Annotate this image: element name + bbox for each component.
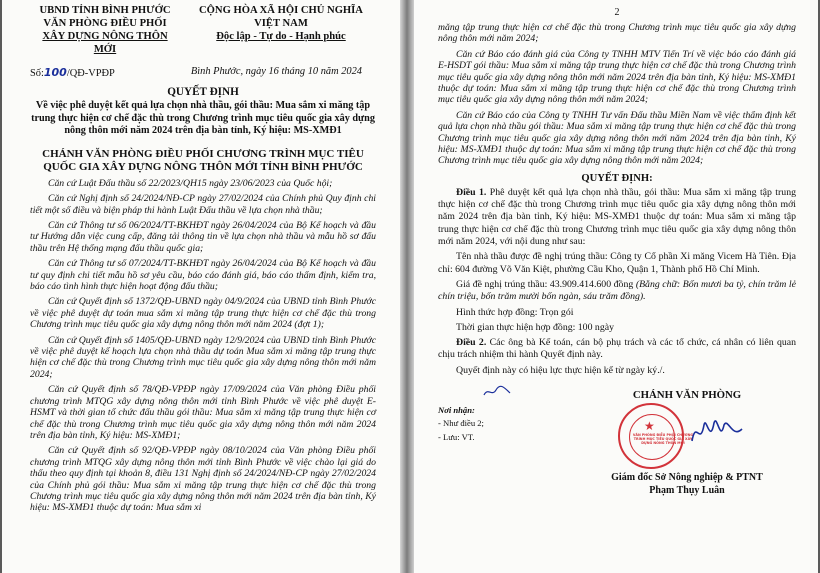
signature-block [578,389,796,497]
document-subject: Về việc phê duyệt kết quả lựa chọn nhà thầu, gói thầu: Mua sắm xi măng tập trung thực hiện cơ chế đặc thù trong Chương trình mục tiêu quốc gia xây dựng nông thôn mới năm 2024 trên địa bàn tỉnh, Ký hiệu: MS-XMĐ1 [31,100,375,137]
recipient-item: - Lưu: VT. [438,432,475,443]
page-number: 2 [614,7,620,18]
handwritten-number: 100 [43,66,67,79]
national-motto: Độc lập - Tự do - Hạnh phúc [216,31,346,42]
star-icon: ★ [644,419,655,434]
office-name: VĂN PHÒNG ĐIỀU PHỐI [43,18,167,29]
document-page-1 [2,0,400,573]
document-page-2 [414,0,818,573]
legal-bases [30,178,376,514]
country-name: CỘNG HÒA XÃ HỘI CHỦ NGHĨA VIỆT NAM [199,5,363,29]
legal-basis: Căn cứ Quyết định số 78/QĐ-VPĐP ngày 17/09/2024 của Văn phòng Điều phối chương trình MTQG xây dựng nông thôn mới tỉnh Bình Phước về việc phê duyệt E-HSMT và thời gian tổ chức đấu thầu gói thầu: Mua sắm xi măng tập trung thực hiện cơ chế đặc thù trong Chương trình mục tiêu quốc gia xây dựng nông thôn mới năm 2024 trên địa bàn tỉnh, Ký hiệu: MS-XMĐ1; [30,384,376,441]
contract-duration: Thời gian thực hiện hợp đồng: 100 ngày [456,321,614,333]
contract-type: Hình thức hợp đồng: Trọn gói [456,306,574,318]
legal-basis: Căn cứ Quyết định số 92/QĐ-VPĐP ngày 08/10/2024 của Văn phòng Điều phối chương trình MTQG xây dựng nông thôn mới tỉnh Bình Phước về việc chào lại giá do thấu theo quy định tại khoản 8, điều 131 Nghị định số 24/2024/NĐ-CP ngày 27/02/2024 của Chính phủ gói thầu: Mua sắm xi măng tập trung thực hiện cơ chế đặc thù trong Chương trình mục tiêu quốc gia xây dựng nông thôn mới năm 2024 trên địa bàn tỉnh, Ký hiệu: MS-XMĐ1 thuộc dự toán: Mua sắm xi [30,445,376,514]
article-2: Điều 2. Các ông bà Kế toán, cán bộ phụ trách và các tổ chức, cá nhân có liên quan chịu trách nhiệm thi hành Quyết định này. [438,337,796,361]
place-date: Bình Phước, ngày 16 tháng 10 năm 2024 [190,66,362,77]
national-title [186,4,376,56]
legal-basis: Căn cứ Báo cáo đánh giá của Công ty TNHH MTV Tiến Trí về việc báo cáo đánh giá E-HSDT gói thầu: Mua sắm xi măng tập trung thực hiện cơ chế đặc thù trong Chương trình mục tiêu quốc gia xây dựng nông thôn mới năm 2024 trên địa bàn tỉnh, Ký hiệu: MS-XMĐ1 thuộc dự toán: Mua sắm xi măng tập trung thực hiện cơ chế đặc thù trong Chương trình mục tiêu quốc gia xây dựng nông thôn mới năm 2024; [438,48,796,106]
legal-basis: Căn cứ Luật Đấu thầu số 22/2023/QH15 ngày 23/06/2023 của Quốc hội; [48,177,333,189]
winning-bidder: Tên nhà thầu được đề nghị trúng thầu: Công ty Cổ phần Xi măng Vicem Hà Tiên. Địa chỉ: 604 đường Võ Văn Kiệt, phường Cầu Kho, Quận 1, Thành phố Hồ Chí Minh. [438,251,796,275]
legal-basis: Căn cứ Thông tư số 07/2024/TT-BKHĐT ngày 26/04/2024 của Bộ Kế hoạch và đầu tư quy định chi tiết mẫu hồ sơ yêu cầu, báo cáo đánh giá, báo cáo thẩm định, kiểm tra, báo cáo tình hình thực hiện hoạt động đấu thầu; [30,258,376,293]
number-date-row [30,66,376,79]
signature-title: CHÁNH VĂN PHÒNG [632,389,742,402]
document-footer [438,389,796,497]
issuer-title: CHÁNH VĂN PHÒNG ĐIỀU PHỐI CHƯƠNG TRÌNH MỤC TIÊU QUỐC GIA XÂY DỰNG NÔNG THÔN MỚI TỈNH BÌNH PHƯỚC [42,147,364,173]
recipients-heading: Nơi nhận: [438,405,475,416]
official-seal-icon [618,403,694,469]
page-gutter [400,0,414,573]
winning-price: Giá đề nghị trúng thầu: 43.909.414.600 đồng (Bằng chữ: Bốn mươi ba tỷ, chín trăm lẻ chín triệu, bốn trăm mười bốn ngàn, sáu trăm đồng). [438,278,796,303]
decision-heading: QUYẾT ĐỊNH: [581,172,653,184]
effective-clause: Quyết định này có hiệu lực thực hiện kể từ ngày ký./. [456,364,665,376]
signature-icon [686,411,746,453]
legal-basis: Căn cứ Quyết định số 1372/QĐ-UBND ngày 04/9/2024 của UBND tỉnh Bình Phước về việc phê duyệt dự toán mua sắm xi măng tập trung thực hiện cơ chế đặc thù trong Chương trình mục tiêu quốc gia xây dựng nông thôn mới năm 2024 (đợt 1); [30,296,376,331]
document-number: Số:100/QĐ-VPĐP [30,66,115,79]
recipient-item: - Như điều 2; [438,418,484,429]
signer [578,471,796,497]
office-name-line2: XÂY DỰNG NÔNG THÔN MỚI [42,31,168,55]
legal-basis-continued: măng tập trung thực hiện cơ chế đặc thù trong Chương trình mục tiêu quốc gia xây dựng nông thôn mới năm 2024; [438,22,796,45]
seal-text: VĂN PHÒNG ĐIỀU PHỐI CHƯƠNG TRÌNH MỤC TIÊU QUỐC GIA XÂY DỰNG NÔNG THÔN MỚI [632,433,694,446]
signer-name: Phạm Thụy Luân [649,485,725,497]
legal-basis: Căn cứ Thông tư số 06/2024/TT-BKHĐT ngày 26/04/2024 của Bộ Kế hoạch và đầu tư Hướng dẫn việc cung cấp, đăng tải thông tin về lựa chọn nhà thầu và mẫu hồ sơ đấu thầu trên Hệ thống mạng đấu thầu quốc gia; [30,220,376,254]
legal-basis: Căn cứ Quyết định số 1405/QĐ-UBND ngày 12/9/2024 của UBND tỉnh Bình Phước về việc phê duyệt kế hoạch lựa chọn nhà thầu dự toán Mua sắm xi măng tập trung thực hiện cơ chế đặc thù trong Chương trình mục tiêu quốc gia xây dựng nông thôn mới năm 2024; [30,334,376,380]
document-title: QUYẾT ĐỊNH [167,86,239,98]
document-header [30,4,376,56]
issuing-agency [30,4,180,56]
province-committee: UBND TỈNH BÌNH PHƯỚC [39,5,171,16]
legal-basis: Căn cứ Nghị định số 24/2024/NĐ-CP ngày 27/02/2024 của Chính phủ Quy định chi tiết một số điều và biện pháp thi hành Luật Đấu thầu về lựa chọn nhà thầu; [30,193,376,216]
initial-mark-icon [482,385,512,399]
article-1: Điều 1. Phê duyệt kết quả lựa chọn nhà thầu, gói thầu: Mua sắm xi măng tập trung thực hiện cơ chế đặc thù trong Chương trình mục tiêu quốc gia xây dựng nông thôn mới năm 2024 trên địa bàn tỉnh, Ký hiệu: MS-XMĐ1 thuộc dự toán: Mua sắm xi măng tập trung thực hiện cơ chế đặc thù trong Chương trình mục tiêu quốc gia xây dựng nông thôn mới năm 2024, với nội dung như sau: [438,186,796,248]
legal-basis: Căn cứ Báo cáo của Công ty TNHH Tư vấn Đấu thầu Miền Nam về việc thẩm định kết quả lựa chọn nhà thầu gói thầu: Mua sắm xi măng tập trung thực hiện cơ chế đặc thù trong Chương trình mục tiêu quốc gia xây dựng nông thôn mới năm 2024 trên địa bàn tỉnh, Ký hiệu: MS-XMĐ1 thuộc dự toán: Mua sắm xi măng tập trung thực hiện cơ chế đặc thù trong Chương trình mục tiêu quốc gia xây dựng nông thôn mới năm 2024; [438,109,796,167]
recipients [438,389,578,497]
signer-role: Giám đốc Sở Nông nghiệp & PTNT [611,472,763,484]
